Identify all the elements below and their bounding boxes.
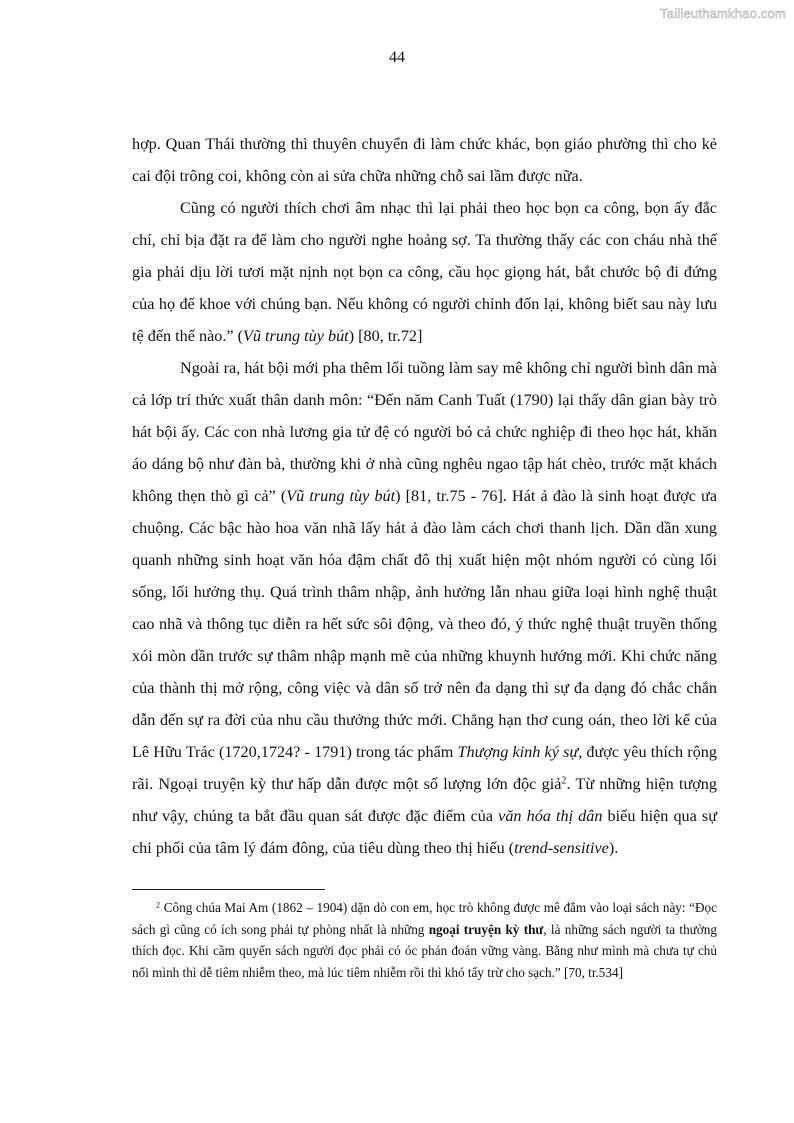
emphasis-term: trend-sensitive <box>514 839 609 857</box>
footnote-marker[interactable]: 2 <box>561 775 567 787</box>
paragraph-3-text-4: . Từ những hiện tượng như vậy, chúng ta bắt đầu quan sát được đặc điểm của <box>132 775 717 825</box>
footnote-divider <box>132 889 325 890</box>
paragraph-3-text-6: ). <box>608 839 619 857</box>
footnote <box>132 897 717 983</box>
paragraph-3-text-2: ) [81, tr.75 - 76]. Hát ả đào là sinh hoạt được ưa chuộng. Các bậc hào hoa văn nhã lấy hát ả đào làm cách chơi thanh lịch. Dần dần xung quanh những sinh hoạt văn hóa đậm chất đô thị xuất hiện một nhóm người có cùng lối sống, lối hưởng thụ. Quá trình thâm nhập, ảnh hưởng lẫn nhau giữa loại hình nghệ thuật cao nhã và thông tục diễn ra hết sức sôi động, và theo đó, ý thức nghệ thuật truyền thống xói mòn dần trước sự thâm nhập mạnh mẽ của những khuynh hướng mới. Khi chức năng của thành thị mở rộng, công việc và dân số trở nên đa dạng thì sự đa dạng đó chắc chắn dẫn đến sự ra đời của nhu cầu thưởng thức mới. Chẳng hạn thơ cung oán, theo lời kể của Lê Hữu Trác (1720,1724? - 1791) trong tác phẩm <box>132 487 718 761</box>
emphasis-term: văn hóa thị dân <box>498 807 603 825</box>
body-text <box>132 128 717 864</box>
paragraph-3-text-3: , được yêu thích rộng rãi. Ngoại truyện kỳ thư hấp dẫn được một số lượng lớn độc giả <box>132 743 717 793</box>
footnote-bold-term: ngoại truyện kỳ thư <box>428 921 544 937</box>
citation-title: Vũ trung tùy bút <box>243 327 349 345</box>
footnote-text-2: , là những sách người ta thường thích đọc. Khi cầm quyển sách người đọc phải có óc phán đoán vững vàng. Bằng như mình mà chưa tự chủ nổi mình thì dễ tiêm nhiễm theo, mà lúc tiêm nhiễm rồi thì khó tẩy trừ cho sạch.” [70, tr.534] <box>132 921 717 980</box>
paragraph-3-text-5: biểu hiện qua sự chi phối của tâm lý đám đông, của tiêu dùng theo thị hiếu ( <box>132 807 717 857</box>
paragraph-2-text: Cũng có người thích chơi âm nhạc thì lại phải theo học bọn ca công, bọn ấy đắc chí, chỉ bịa đặt ra để làm cho người nghe hoảng sợ. Ta thường thấy các con cháu nhà thế gia phải dịu lời tươi mặt nịnh nọt bọn ca công, cầu học giọng hát, bắt chước bộ đi đứng của họ để khoe với chúng bạn. Nếu không có người chỉnh đốn lại, không biết sau này lưu tệ đến thế nào.” ( <box>132 199 717 345</box>
paragraph-1: hợp. Quan Thái thường thì thuyên chuyển đi làm chức khác, bọn giáo phường thì cho kẻ cai đội trông coi, không còn ai sửa chữa những chỗ sai lầm được nữa. <box>132 135 717 185</box>
paragraph-3-text-1: Ngoài ra, hát bội mới pha thêm lối tuồng làm say mê không chỉ người bình dân mà cả lớp trí thức xuất thân danh môn: “Đến năm Canh Tuất (1790) lại thấy dân gian bày trò hát bội ấy. Các con nhà lương gia tử đệ có người bỏ cả chức nghiệp đi theo học hát, khăn áo dáng bộ như đàn bà, thường khi ở nhà cũng nghêu ngao tập hát chèo, trước mặt khách không thẹn thò gì cả” ( <box>132 359 717 505</box>
page-number: 44 <box>389 49 405 66</box>
citation-title: Vũ trung tùy bút <box>286 487 396 505</box>
paragraph-3 <box>132 352 717 864</box>
citation-reference: ) [80, tr.72] <box>348 327 423 345</box>
footnote-text-1: Công chúa Mai Am (1862 – 1904) dặn dò con em, học trò không được mê đắm vào loại sách này: “Đọc sách gì cũng có ích song phải tự phòng nhất là những <box>132 900 717 937</box>
work-title: Thượng kinh ký sự <box>457 743 579 761</box>
footnote-number: 2 <box>156 900 161 910</box>
watermark-text: Tailieuthamkhao.com <box>660 6 786 21</box>
paragraph-2 <box>132 192 717 352</box>
